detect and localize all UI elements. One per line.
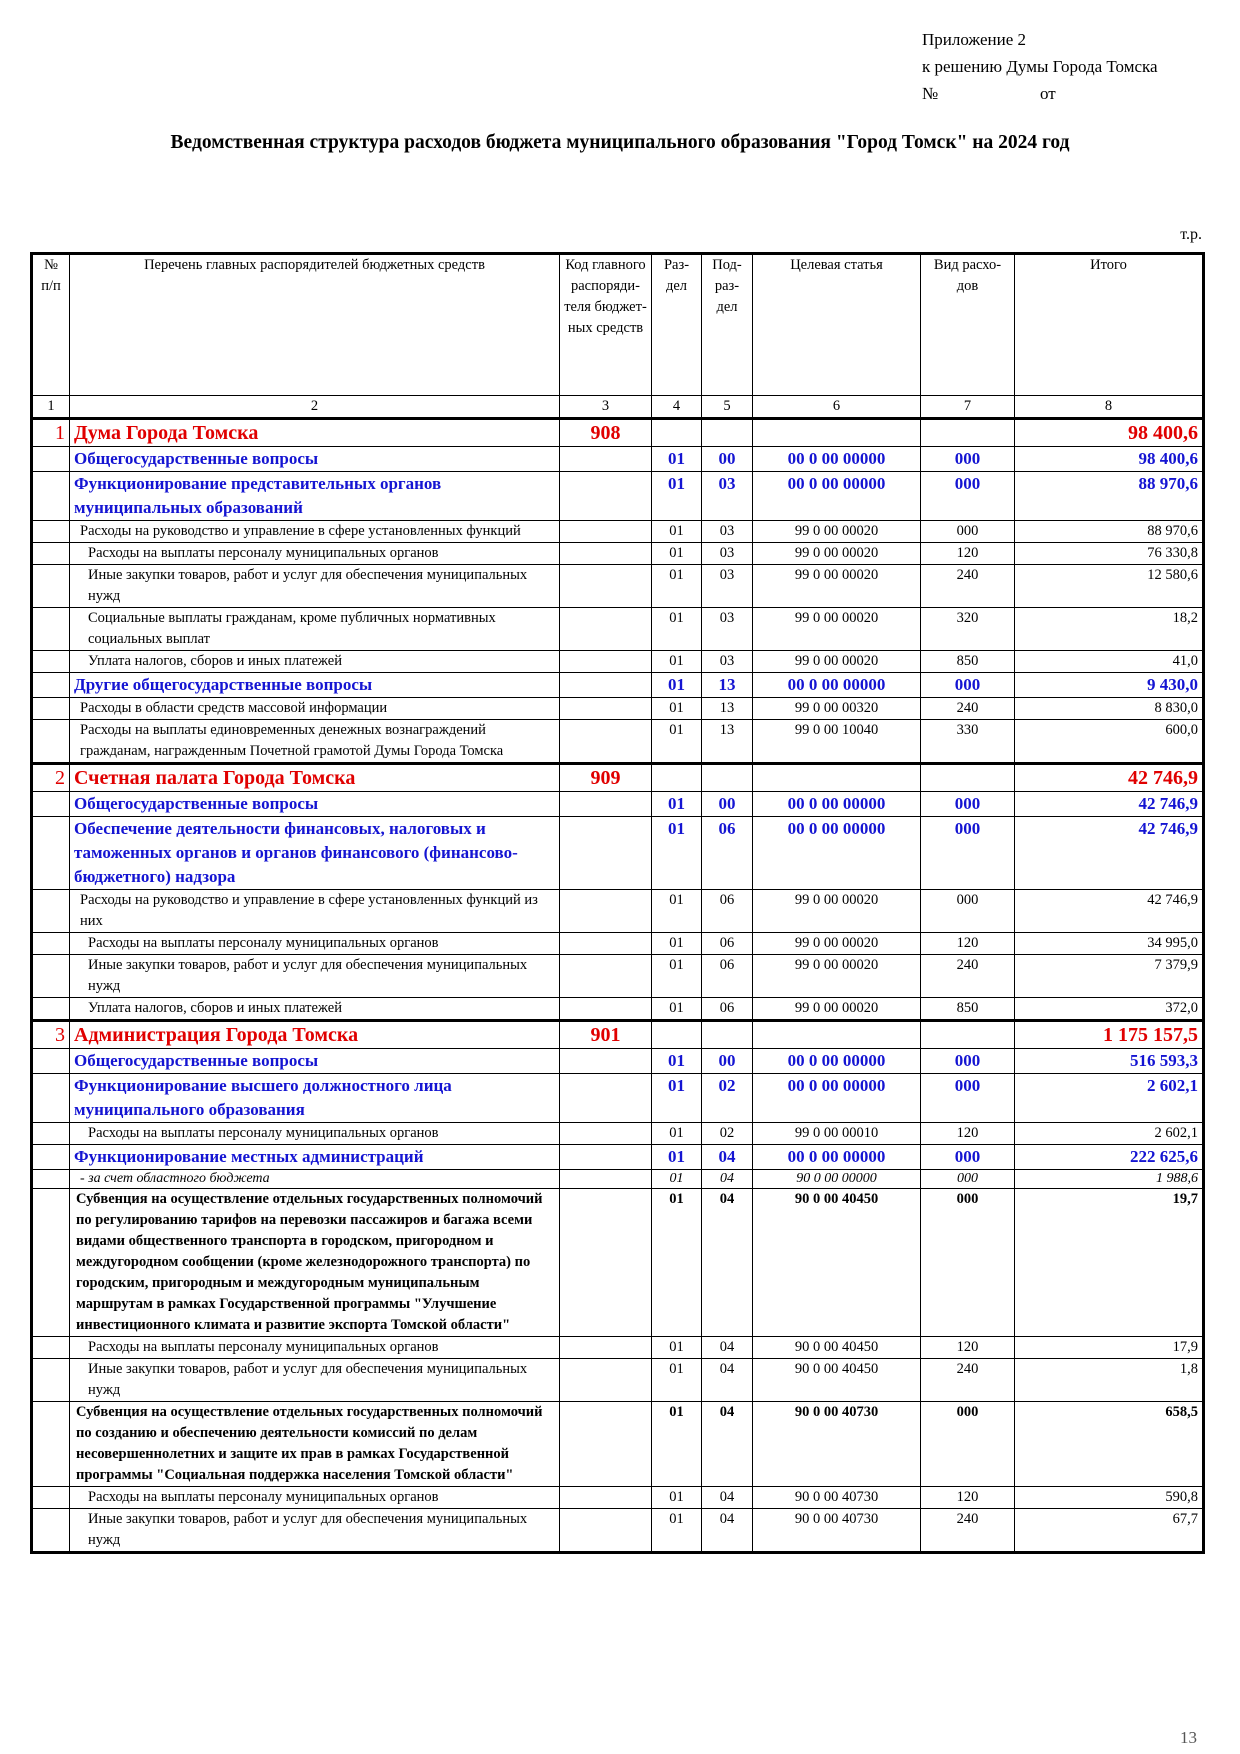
cell-number xyxy=(32,890,70,933)
cell-subsection: 04 xyxy=(702,1337,753,1359)
cell-section: 01 xyxy=(652,890,702,933)
table-row xyxy=(32,1487,1204,1509)
cell-target-article: 00 0 00 00000 xyxy=(753,1074,921,1123)
cell-target-article xyxy=(753,1021,921,1049)
cell-target-article: 99 0 00 00020 xyxy=(753,890,921,933)
cell-target-article: 00 0 00 00000 xyxy=(753,817,921,890)
cell-code xyxy=(560,998,652,1021)
cell-expense-kind: 000 xyxy=(921,521,1015,543)
cell-number xyxy=(32,472,70,521)
cell-name: Администрация Города Томска xyxy=(70,1021,560,1049)
cell-expense-kind: 120 xyxy=(921,1123,1015,1145)
cell-target-article: 00 0 00 00000 xyxy=(753,447,921,472)
cell-code xyxy=(560,698,652,720)
cell-target-article: 99 0 00 10040 xyxy=(753,720,921,764)
cell-code xyxy=(560,933,652,955)
cell-subsection: 04 xyxy=(702,1359,753,1402)
cell-name: Иные закупки товаров, работ и услуг для обеспечения муниципальных нужд xyxy=(70,565,560,608)
cell-expense-kind: 240 xyxy=(921,565,1015,608)
cell-name: Расходы на выплаты персоналу муниципальных органов xyxy=(70,1337,560,1359)
cell-expense-kind: 000 xyxy=(921,1049,1015,1074)
cell-number: 3 xyxy=(32,1021,70,1049)
cell-subsection: 04 xyxy=(702,1402,753,1487)
cell-target-article: 90 0 00 40450 xyxy=(753,1359,921,1402)
cell-name: Общегосударственные вопросы xyxy=(70,447,560,472)
column-number: 3 xyxy=(560,396,652,419)
cell-expense-kind: 000 xyxy=(921,890,1015,933)
cell-target-article xyxy=(753,764,921,792)
table-row xyxy=(32,890,1204,933)
cell-name: Общегосударственные вопросы xyxy=(70,1049,560,1074)
cell-name: Обеспечение деятельности финансовых, налоговых и таможенных органов и органов финансового (финансово-бюджетного) надзора xyxy=(70,817,560,890)
column-number: 1 xyxy=(32,396,70,419)
cell-subsection: 13 xyxy=(702,720,753,764)
cell-total: 372,0 xyxy=(1015,998,1204,1021)
cell-code xyxy=(560,720,652,764)
cell-code xyxy=(560,543,652,565)
cell-subsection: 06 xyxy=(702,955,753,998)
header-number: № п/п xyxy=(32,254,70,396)
cell-expense-kind: 000 xyxy=(921,447,1015,472)
cell-subsection: 00 xyxy=(702,447,753,472)
cell-code xyxy=(560,1487,652,1509)
cell-total: 98 400,6 xyxy=(1015,419,1204,447)
cell-name: Расходы на руководство и управление в сфере установленных функций из них xyxy=(70,890,560,933)
cell-expense-kind: 000 xyxy=(921,1074,1015,1123)
budget-table xyxy=(30,252,1205,1554)
cell-target-article: 99 0 00 00020 xyxy=(753,608,921,651)
cell-total: 7 379,9 xyxy=(1015,955,1204,998)
cell-section: 01 xyxy=(652,792,702,817)
cell-number xyxy=(32,1145,70,1170)
cell-subsection: 04 xyxy=(702,1145,753,1170)
table-row xyxy=(32,543,1204,565)
cell-subsection: 03 xyxy=(702,521,753,543)
header-subsection: Под-раз-дел xyxy=(702,254,753,396)
table-row xyxy=(32,1049,1204,1074)
cell-total: 98 400,6 xyxy=(1015,447,1204,472)
cell-target-article: 00 0 00 00000 xyxy=(753,1145,921,1170)
cell-total: 42 746,9 xyxy=(1015,817,1204,890)
table-row xyxy=(32,933,1204,955)
cell-expense-kind: 240 xyxy=(921,1359,1015,1402)
cell-target-article: 90 0 00 40730 xyxy=(753,1487,921,1509)
cell-target-article: 99 0 00 00020 xyxy=(753,543,921,565)
table-header-row xyxy=(32,254,1204,396)
cell-number xyxy=(32,1487,70,1509)
cell-name: Общегосударственные вопросы xyxy=(70,792,560,817)
document-title: Ведомственная структура расходов бюджета муниципального образования "Город Томск" на 2024 год xyxy=(170,132,1070,153)
cell-section: 01 xyxy=(652,1509,702,1553)
cell-target-article: 99 0 00 00020 xyxy=(753,933,921,955)
cell-expense-kind: 850 xyxy=(921,998,1015,1021)
cell-subsection: 02 xyxy=(702,1074,753,1123)
organization-row xyxy=(32,764,1204,792)
cell-name: Субвенция на осуществление отдельных государственных полномочий по созданию и обеспечению деятельности комиссий по делам несовершеннолетних и защите их прав в рамках Государственной программы "Социальная поддержка населения Томской области" xyxy=(70,1402,560,1487)
cell-number xyxy=(32,651,70,673)
cell-number xyxy=(32,955,70,998)
cell-name: Расходы на выплаты персоналу муниципальных органов xyxy=(70,1123,560,1145)
cell-subsection: 06 xyxy=(702,890,753,933)
cell-section: 01 xyxy=(652,608,702,651)
cell-section: 01 xyxy=(652,1049,702,1074)
cell-name: Расходы в области средств массовой информации xyxy=(70,698,560,720)
cell-expense-kind: 330 xyxy=(921,720,1015,764)
cell-target-article: 99 0 00 00320 xyxy=(753,698,921,720)
cell-name: Функционирование представительных органов муниципальных образований xyxy=(70,472,560,521)
table-row xyxy=(32,565,1204,608)
table-row xyxy=(32,1123,1204,1145)
cell-subsection: 13 xyxy=(702,673,753,698)
cell-total: 2 602,1 xyxy=(1015,1123,1204,1145)
cell-section: 01 xyxy=(652,1487,702,1509)
cell-subsection: 13 xyxy=(702,698,753,720)
cell-expense-kind: 120 xyxy=(921,1337,1015,1359)
appendix-number-line xyxy=(922,80,1158,107)
cell-total: 42 746,9 xyxy=(1015,792,1204,817)
cell-code xyxy=(560,792,652,817)
cell-name: Социальные выплаты гражданам, кроме публичных нормативных социальных выплат xyxy=(70,608,560,651)
cell-subsection: 04 xyxy=(702,1170,753,1189)
cell-section: 01 xyxy=(652,998,702,1021)
header-name: Перечень главных распорядителей бюджетных средств xyxy=(70,254,560,396)
cell-total: 41,0 xyxy=(1015,651,1204,673)
cell-name: Счетная палата Города Томска xyxy=(70,764,560,792)
cell-expense-kind: 120 xyxy=(921,543,1015,565)
cell-code xyxy=(560,1049,652,1074)
table-row xyxy=(32,998,1204,1021)
cell-number xyxy=(32,543,70,565)
cell-total: 222 625,6 xyxy=(1015,1145,1204,1170)
cell-expense-kind: 120 xyxy=(921,933,1015,955)
cell-subsection: 03 xyxy=(702,543,753,565)
cell-number xyxy=(32,565,70,608)
cell-expense-kind: 000 xyxy=(921,1170,1015,1189)
cell-code: 909 xyxy=(560,764,652,792)
cell-expense-kind: 320 xyxy=(921,608,1015,651)
cell-number xyxy=(32,673,70,698)
cell-code xyxy=(560,521,652,543)
cell-target-article: 00 0 00 00000 xyxy=(753,1049,921,1074)
cell-name: Функционирование местных администраций xyxy=(70,1145,560,1170)
cell-total: 600,0 xyxy=(1015,720,1204,764)
cell-target-article: 00 0 00 00000 xyxy=(753,792,921,817)
cell-number xyxy=(32,1189,70,1337)
cell-code xyxy=(560,673,652,698)
table-row xyxy=(32,521,1204,543)
cell-expense-kind xyxy=(921,419,1015,447)
column-number: 4 xyxy=(652,396,702,419)
cell-number xyxy=(32,1074,70,1123)
cell-total: 34 995,0 xyxy=(1015,933,1204,955)
cell-number xyxy=(32,1402,70,1487)
cell-code xyxy=(560,1123,652,1145)
cell-section: 01 xyxy=(652,447,702,472)
cell-code xyxy=(560,447,652,472)
cell-expense-kind xyxy=(921,1021,1015,1049)
cell-number xyxy=(32,698,70,720)
cell-name: Функционирование высшего должностного лица муниципального образования xyxy=(70,1074,560,1123)
column-number: 2 xyxy=(70,396,560,419)
cell-total: 19,7 xyxy=(1015,1189,1204,1337)
cell-expense-kind xyxy=(921,764,1015,792)
cell-section: 01 xyxy=(652,698,702,720)
table-row xyxy=(32,1074,1204,1123)
cell-number xyxy=(32,998,70,1021)
cell-target-article: 99 0 00 00020 xyxy=(753,565,921,608)
cell-target-article: 99 0 00 00020 xyxy=(753,998,921,1021)
table-row xyxy=(32,1402,1204,1487)
cell-expense-kind: 240 xyxy=(921,955,1015,998)
cell-number xyxy=(32,1170,70,1189)
cell-number xyxy=(32,817,70,890)
cell-expense-kind: 000 xyxy=(921,792,1015,817)
cell-target-article: 90 0 00 40730 xyxy=(753,1402,921,1487)
table-row xyxy=(32,1170,1204,1189)
table-row xyxy=(32,1337,1204,1359)
cell-number xyxy=(32,1123,70,1145)
cell-subsection: 04 xyxy=(702,1509,753,1553)
cell-code xyxy=(560,817,652,890)
cell-section: 01 xyxy=(652,651,702,673)
cell-total: 88 970,6 xyxy=(1015,521,1204,543)
cell-code xyxy=(560,1074,652,1123)
cell-number xyxy=(32,1359,70,1402)
cell-code: 908 xyxy=(560,419,652,447)
cell-subsection: 03 xyxy=(702,651,753,673)
cell-name: Уплата налогов, сборов и иных платежей xyxy=(70,998,560,1021)
page-number: 13 xyxy=(1180,1728,1197,1747)
cell-expense-kind: 000 xyxy=(921,1145,1015,1170)
cell-code: 901 xyxy=(560,1021,652,1049)
cell-section: 01 xyxy=(652,1359,702,1402)
table-row xyxy=(32,1359,1204,1402)
cell-subsection: 03 xyxy=(702,565,753,608)
cell-target-article: 00 0 00 00000 xyxy=(753,472,921,521)
cell-expense-kind: 120 xyxy=(921,1487,1015,1509)
cell-code xyxy=(560,1170,652,1189)
column-number: 7 xyxy=(921,396,1015,419)
table-row xyxy=(32,1509,1204,1553)
cell-section: 01 xyxy=(652,933,702,955)
cell-code xyxy=(560,890,652,933)
cell-section: 01 xyxy=(652,1402,702,1487)
cell-number xyxy=(32,608,70,651)
cell-name: - за счет областного бюджета xyxy=(70,1170,560,1189)
cell-code xyxy=(560,651,652,673)
cell-total: 2 602,1 xyxy=(1015,1074,1204,1123)
cell-total: 42 746,9 xyxy=(1015,764,1204,792)
cell-expense-kind: 850 xyxy=(921,651,1015,673)
cell-total: 516 593,3 xyxy=(1015,1049,1204,1074)
cell-section xyxy=(652,419,702,447)
cell-subsection xyxy=(702,764,753,792)
header-code: Код главного распоряди-теля бюджет-ных средств xyxy=(560,254,652,396)
cell-section: 01 xyxy=(652,1123,702,1145)
cell-total: 590,8 xyxy=(1015,1487,1204,1509)
cell-code xyxy=(560,608,652,651)
cell-name: Расходы на выплаты персоналу муниципальных органов xyxy=(70,1487,560,1509)
cell-subsection: 02 xyxy=(702,1123,753,1145)
cell-expense-kind: 000 xyxy=(921,1189,1015,1337)
cell-section: 01 xyxy=(652,955,702,998)
cell-subsection xyxy=(702,1021,753,1049)
cell-subsection: 00 xyxy=(702,792,753,817)
cell-section: 01 xyxy=(652,1337,702,1359)
cell-total: 18,2 xyxy=(1015,608,1204,651)
cell-total: 12 580,6 xyxy=(1015,565,1204,608)
cell-total: 67,7 xyxy=(1015,1509,1204,1553)
cell-expense-kind: 000 xyxy=(921,1402,1015,1487)
organization-row xyxy=(32,1021,1204,1049)
cell-name: Иные закупки товаров, работ и услуг для обеспечения муниципальных нужд xyxy=(70,1359,560,1402)
cell-name: Расходы на руководство и управление в сфере установленных функций xyxy=(70,521,560,543)
cell-section: 01 xyxy=(652,817,702,890)
cell-target-article: 99 0 00 00020 xyxy=(753,651,921,673)
cell-total: 42 746,9 xyxy=(1015,890,1204,933)
units-label: т.р. xyxy=(1180,226,1202,243)
cell-name: Расходы на выплаты персоналу муниципальных органов xyxy=(70,933,560,955)
cell-section: 01 xyxy=(652,1145,702,1170)
cell-expense-kind: 000 xyxy=(921,673,1015,698)
cell-section: 01 xyxy=(652,521,702,543)
cell-target-article: 90 0 00 40450 xyxy=(753,1337,921,1359)
appendix-line-1: Приложение 2 xyxy=(922,30,1026,49)
cell-section: 01 xyxy=(652,1189,702,1337)
cell-code xyxy=(560,1359,652,1402)
column-numbers-row xyxy=(32,396,1204,419)
cell-name: Дума Города Томска xyxy=(70,419,560,447)
table-row xyxy=(32,817,1204,890)
appendix-number-label: № xyxy=(922,84,939,103)
cell-target-article: 90 0 00 00000 xyxy=(753,1170,921,1189)
table-row xyxy=(32,720,1204,764)
cell-total: 76 330,8 xyxy=(1015,543,1204,565)
cell-expense-kind: 000 xyxy=(921,817,1015,890)
cell-subsection: 03 xyxy=(702,608,753,651)
cell-code xyxy=(560,955,652,998)
cell-target-article: 99 0 00 00020 xyxy=(753,955,921,998)
cell-subsection: 04 xyxy=(702,1189,753,1337)
cell-expense-kind: 000 xyxy=(921,472,1015,521)
cell-number xyxy=(32,1509,70,1553)
table-row xyxy=(32,472,1204,521)
table-row xyxy=(32,955,1204,998)
cell-code xyxy=(560,1402,652,1487)
cell-number: 1 xyxy=(32,419,70,447)
cell-section: 01 xyxy=(652,543,702,565)
cell-section: 01 xyxy=(652,720,702,764)
table-row xyxy=(32,673,1204,698)
cell-name: Расходы на выплаты единовременных денежных вознаграждений гражданам, награжденным Почетной грамотой Думы Города Томска xyxy=(70,720,560,764)
column-number: 6 xyxy=(753,396,921,419)
cell-total: 1 175 157,5 xyxy=(1015,1021,1204,1049)
cell-target-article: 99 0 00 00020 xyxy=(753,521,921,543)
cell-total: 8 830,0 xyxy=(1015,698,1204,720)
cell-expense-kind: 240 xyxy=(921,698,1015,720)
cell-number: 2 xyxy=(32,764,70,792)
cell-name: Уплата налогов, сборов и иных платежей xyxy=(70,651,560,673)
cell-target-article xyxy=(753,419,921,447)
cell-subsection: 06 xyxy=(702,817,753,890)
cell-code xyxy=(560,1145,652,1170)
cell-number xyxy=(32,720,70,764)
cell-section: 01 xyxy=(652,565,702,608)
cell-total: 658,5 xyxy=(1015,1402,1204,1487)
cell-number xyxy=(32,933,70,955)
cell-code xyxy=(560,1189,652,1337)
cell-expense-kind: 240 xyxy=(921,1509,1015,1553)
cell-number xyxy=(32,1049,70,1074)
cell-name: Иные закупки товаров, работ и услуг для обеспечения муниципальных нужд xyxy=(70,955,560,998)
cell-target-article: 90 0 00 40730 xyxy=(753,1509,921,1553)
cell-target-article: 90 0 00 40450 xyxy=(753,1189,921,1337)
appendix-line-2: к решению Думы Города Томска xyxy=(922,57,1158,76)
cell-subsection: 04 xyxy=(702,1487,753,1509)
cell-number xyxy=(32,792,70,817)
cell-subsection xyxy=(702,419,753,447)
cell-total: 1,8 xyxy=(1015,1359,1204,1402)
cell-name: Иные закупки товаров, работ и услуг для обеспечения муниципальных нужд xyxy=(70,1509,560,1553)
column-number: 8 xyxy=(1015,396,1204,419)
cell-target-article: 99 0 00 00010 xyxy=(753,1123,921,1145)
table-row xyxy=(32,651,1204,673)
cell-subsection: 00 xyxy=(702,1049,753,1074)
cell-section: 01 xyxy=(652,673,702,698)
cell-subsection: 03 xyxy=(702,472,753,521)
cell-name: Другие общегосударственные вопросы xyxy=(70,673,560,698)
cell-section xyxy=(652,1021,702,1049)
table-row xyxy=(32,698,1204,720)
cell-total: 1 988,6 xyxy=(1015,1170,1204,1189)
header-total: Итого xyxy=(1015,254,1204,396)
cell-section: 01 xyxy=(652,1074,702,1123)
cell-section xyxy=(652,764,702,792)
cell-name: Субвенция на осуществление отдельных государственных полномочий по регулированию тарифов на перевозки пассажиров и багажа всеми видами общественного транспорта в городском, пригородном и междугородном сообщении (кроме железнодорожного транспорта) по городским, пригородным и междугородным муниципальным маршрутам в рамках Государственной программы "Улучшение инвестиционного климата и развитие экспорта Томской области" xyxy=(70,1189,560,1337)
cell-code xyxy=(560,472,652,521)
cell-code xyxy=(560,1509,652,1553)
cell-total: 9 430,0 xyxy=(1015,673,1204,698)
appendix-block xyxy=(922,26,1158,107)
table-row xyxy=(32,447,1204,472)
table-row xyxy=(32,1189,1204,1337)
table-row xyxy=(32,792,1204,817)
table-row xyxy=(32,1145,1204,1170)
header-target-article: Целевая статья xyxy=(753,254,921,396)
cell-target-article: 00 0 00 00000 xyxy=(753,673,921,698)
table-row xyxy=(32,608,1204,651)
cell-name: Расходы на выплаты персоналу муниципальных органов xyxy=(70,543,560,565)
cell-number xyxy=(32,1337,70,1359)
cell-section: 01 xyxy=(652,472,702,521)
cell-code xyxy=(560,1337,652,1359)
organization-row xyxy=(32,419,1204,447)
cell-number xyxy=(32,447,70,472)
header-expense-kind: Вид расхо-дов xyxy=(921,254,1015,396)
appendix-date-label: от xyxy=(1040,84,1056,103)
header-section: Раз-дел xyxy=(652,254,702,396)
cell-total: 88 970,6 xyxy=(1015,472,1204,521)
cell-code xyxy=(560,565,652,608)
cell-total: 17,9 xyxy=(1015,1337,1204,1359)
cell-number xyxy=(32,521,70,543)
cell-subsection: 06 xyxy=(702,998,753,1021)
cell-section: 01 xyxy=(652,1170,702,1189)
cell-subsection: 06 xyxy=(702,933,753,955)
column-number: 5 xyxy=(702,396,753,419)
